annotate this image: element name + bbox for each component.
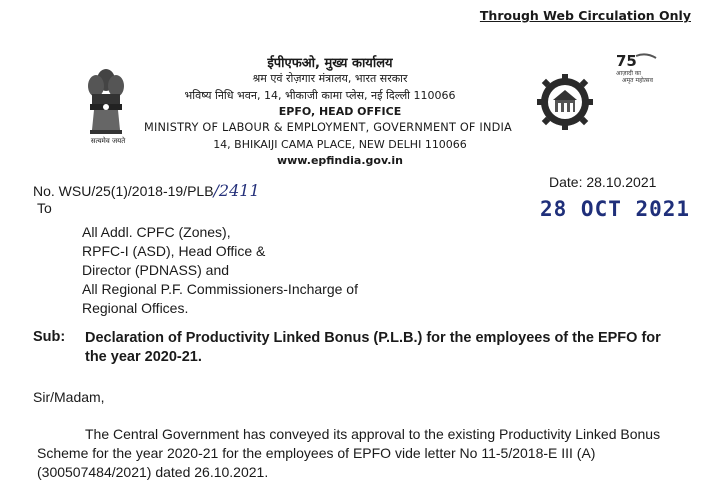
azadi-line-2: आज़ादी का xyxy=(616,70,641,77)
epfo-logo-icon xyxy=(537,52,593,152)
website-link[interactable]: www.epfindia.gov.in xyxy=(276,154,403,167)
reference-number: No. WSU/25(1)/2018-19/PLB xyxy=(33,183,214,199)
azadi-line-3: अमृत महोत्सव xyxy=(622,77,653,84)
subject-label: Sub: xyxy=(33,329,66,345)
to-label: To xyxy=(37,200,52,216)
office-title: EPFO, HEAD OFFICE xyxy=(278,105,402,118)
addressee-line: Regional Offices. xyxy=(82,300,189,316)
subject-text: Declaration of Productivity Linked Bonus (P.L.B.) for the employees of the EPFO for the year 2020-21. xyxy=(85,330,661,365)
azadi-logo-icon xyxy=(612,52,676,84)
circulation-note: Through Web Circulation Only xyxy=(479,8,691,23)
national-emblem-icon xyxy=(80,58,132,148)
ministry-name: MINISTRY OF LABOUR & EMPLOYMENT, GOVERNMENT OF INDIA xyxy=(144,121,512,134)
hindi-ministry: श्रम एवं रोज़गार मंत्रालय, भारत सरकार xyxy=(252,72,408,85)
salutation: Sir/Madam, xyxy=(33,389,105,405)
hindi-office-title: ईपीएफओ, मुख्य कार्यालय xyxy=(267,56,393,71)
date-stamp: 28 OCT 2021 xyxy=(540,197,691,221)
letter-date: Date: 28.10.2021 xyxy=(549,174,657,190)
addressee-line: All Addl. CPFC (Zones), xyxy=(82,224,231,240)
emblem-caption: सत्यमेव जयते xyxy=(90,137,126,145)
azadi-number: 75 xyxy=(616,52,637,70)
office-address: 14, BHIKAIJI CAMA PLACE, NEW DELHI 110066 xyxy=(213,138,467,151)
addressee-line: Director (PDNASS) and xyxy=(82,262,230,278)
addressee-line: RPFC-I (ASD), Head Office & xyxy=(82,243,266,259)
addressee-line: All Regional P.F. Commissioners-Incharge of xyxy=(82,281,358,297)
hindi-address: भविष्य निधि भवन, 14, भीकाजी कामा प्लेस, नई दिल्ली 110066 xyxy=(184,89,456,102)
body-paragraph: The Central Government has conveyed its approval to the existing Productivity Linked Bonus Scheme for the year 2020-21 for the employees of EPFO vide letter No 11-5/2018-E III (A) (300507484/2021) dated 26.10.2021. xyxy=(37,426,661,480)
handwritten-number: /2411 xyxy=(213,181,260,200)
reference-row xyxy=(33,181,260,200)
